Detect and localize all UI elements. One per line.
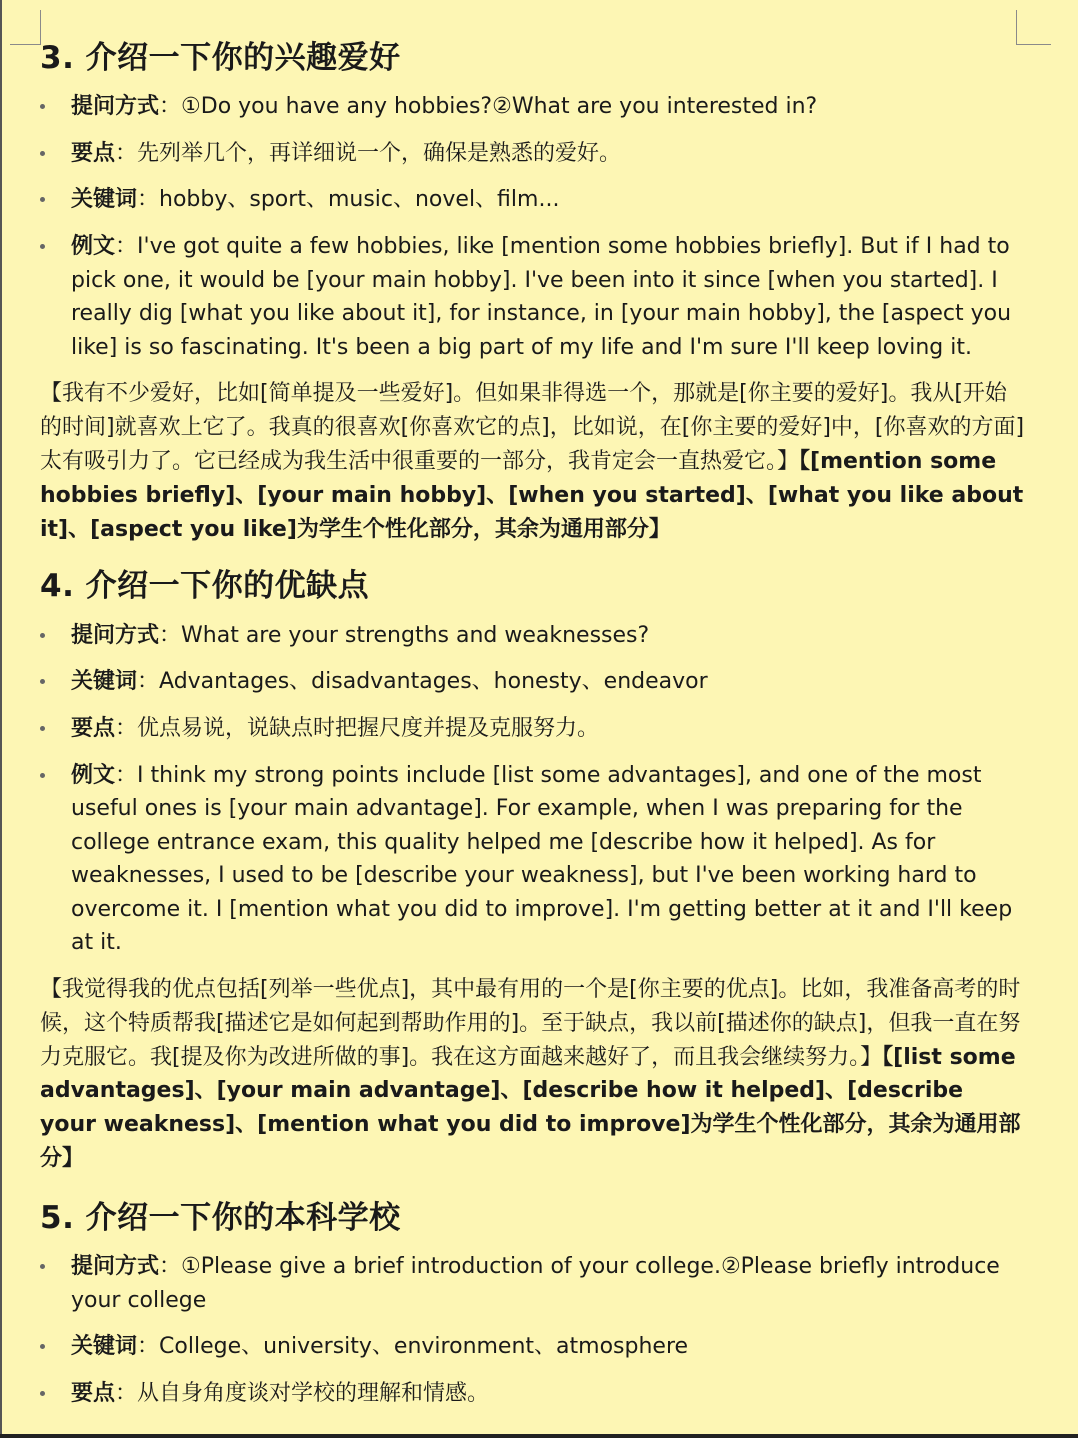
item-label: 关键词 (71, 187, 138, 213)
item-label: 提问方式 (71, 622, 160, 648)
item-separator: ： (137, 187, 160, 213)
item-label: 例文 (71, 234, 116, 260)
item-separator: ： (159, 94, 182, 120)
bullet-icon (40, 151, 45, 156)
list-item-example (40, 230, 1025, 364)
item-label: 提问方式 (71, 94, 160, 120)
item-text: I've got quite a few hobbies, like [mention some hobbies briefly]. But if I had to pick one, it would be [your main hobby]. I've been into it since [when you started]. I really dig [what you like about it], for instance, in [your main hobby], the [aspect you like] is so fascinating. It's been a big part of my life and I'm sure I'll keep loving it. (71, 234, 1012, 360)
bullet-icon (40, 679, 45, 684)
item-separator: ： (137, 1334, 160, 1360)
item-text: I think my strong points include [list some advantages], and one of the most useful ones is [your main advantage]. For example, when I was preparing for the college entrance exam, this quality helped me [describe how it helped]. As for weaknesses, I used to be [describe your weakness], but I've been working hard to overcome it. I [mention what you did to improve]. I'm getting better at it and I'll keep at it. (71, 762, 1013, 956)
bullet-icon (40, 1264, 45, 1269)
personalization-note: 【[mention some hobbies briefly]、[your main hobby]、[when you started]、[what you like about it]、[aspect you like]为学生个性化部分，其余为通用部分】 (40, 449, 1024, 542)
section-title-college: 5. 介绍一下你的本科学校 (40, 1199, 401, 1236)
translation-text: 【我有不少爱好，比如[简单提及一些爱好]。但如果非得选一个，那就是[你主要的爱好]。我从[开始的时间]就喜欢上它了。我真的很喜欢[你喜欢它的点]，比如说，在[你主要的爱好]中，[你喜欢的方面]太有吸引力了。它已经成为我生活中很重要的一部分，我肯定会一直热爱它。】 (40, 381, 1025, 475)
page-left-edge (0, 0, 2, 1438)
item-text: 从自身角度谈对学校的理解和情感。 (137, 1380, 490, 1406)
item-separator: ： (137, 669, 160, 695)
list-item-question-style (40, 1250, 1025, 1317)
item-label: 要点 (71, 140, 116, 166)
document-content (40, 38, 1025, 1424)
item-text: What are your strengths and weaknesses? (181, 622, 650, 648)
item-text: ①Do you have any hobbies?②What are you interested in? (181, 94, 818, 120)
item-text: Advantages、disadvantages、honesty、endeavor (159, 669, 708, 695)
section-list-college (40, 1250, 1025, 1410)
bullet-icon (40, 197, 45, 202)
bullet-icon (40, 244, 45, 249)
crop-mark-top-left (10, 10, 41, 45)
list-item-key-points (40, 1377, 1025, 1411)
section-title-hobbies: 3. 介绍一下你的兴趣爱好 (40, 40, 401, 76)
list-item-example (40, 759, 1025, 961)
section-list-hobbies (40, 90, 1025, 364)
item-separator: ： (115, 1380, 138, 1406)
list-item-key-points (40, 712, 1025, 746)
list-item-keywords (40, 183, 1025, 217)
list-item-question-style (40, 619, 1025, 653)
list-item-keywords (40, 665, 1025, 699)
bullet-icon (40, 633, 45, 638)
personalization-note: 【[list some advantages]、[your main advantage]、[describe how it helped]、[describe your weakness]、[mention what you did to improve]为学生个性化部分，其余为通用部分】 (40, 1044, 1021, 1172)
item-text: 优点易说，说缺点时把握尺度并提及克服努力。 (137, 715, 600, 741)
bullet-icon (40, 773, 45, 778)
bullet-icon (40, 104, 45, 109)
item-label: 提问方式 (71, 1254, 160, 1280)
section-title-strengths: 4. 介绍一下你的优缺点 (40, 568, 370, 605)
translation-text: 【我觉得我的优点包括[列举一些优点]，其中最有用的一个是[你主要的优点]。比如，我准备高考的时候，这个特质帮我[描述它是如何起到帮助作用的]。至于缺点，我以前[描述你的缺点]，但我一直在努力克服它。我[提及你为改进所做的事]。我在这方面越来越好了，而且我会继续努力。】 (40, 977, 1021, 1070)
item-separator: ： (115, 234, 138, 260)
item-text: 先列举几个，再详细说一个，确保是熟悉的爱好。 (137, 140, 622, 166)
list-item-keywords (40, 1330, 1025, 1364)
item-separator: ： (115, 715, 138, 741)
item-separator: ： (115, 762, 138, 788)
item-text: hobby、sport、music、novel、film... (159, 187, 560, 213)
item-label: 关键词 (71, 1334, 138, 1360)
item-label: 要点 (71, 1380, 116, 1406)
item-label: 例文 (71, 762, 116, 788)
item-separator: ： (159, 622, 182, 648)
item-separator: ： (159, 1254, 182, 1280)
list-item-key-points (40, 137, 1025, 171)
item-text: ①Please give a brief introduction of your college.②Please briefly introduce your college (71, 1254, 1000, 1313)
section-list-strengths (40, 619, 1025, 960)
translation-paragraph-hobbies (40, 377, 1025, 546)
item-text: College、university、environment、atmosphere (159, 1334, 689, 1360)
list-item-question-style (40, 90, 1025, 124)
item-separator: ： (115, 140, 138, 166)
translation-paragraph-strengths (40, 973, 1025, 1176)
bullet-icon (40, 1391, 45, 1396)
page-bottom-edge (0, 1434, 1078, 1438)
item-label: 关键词 (71, 669, 138, 695)
item-label: 要点 (71, 715, 116, 741)
bullet-icon (40, 726, 45, 731)
bullet-icon (40, 1344, 45, 1349)
